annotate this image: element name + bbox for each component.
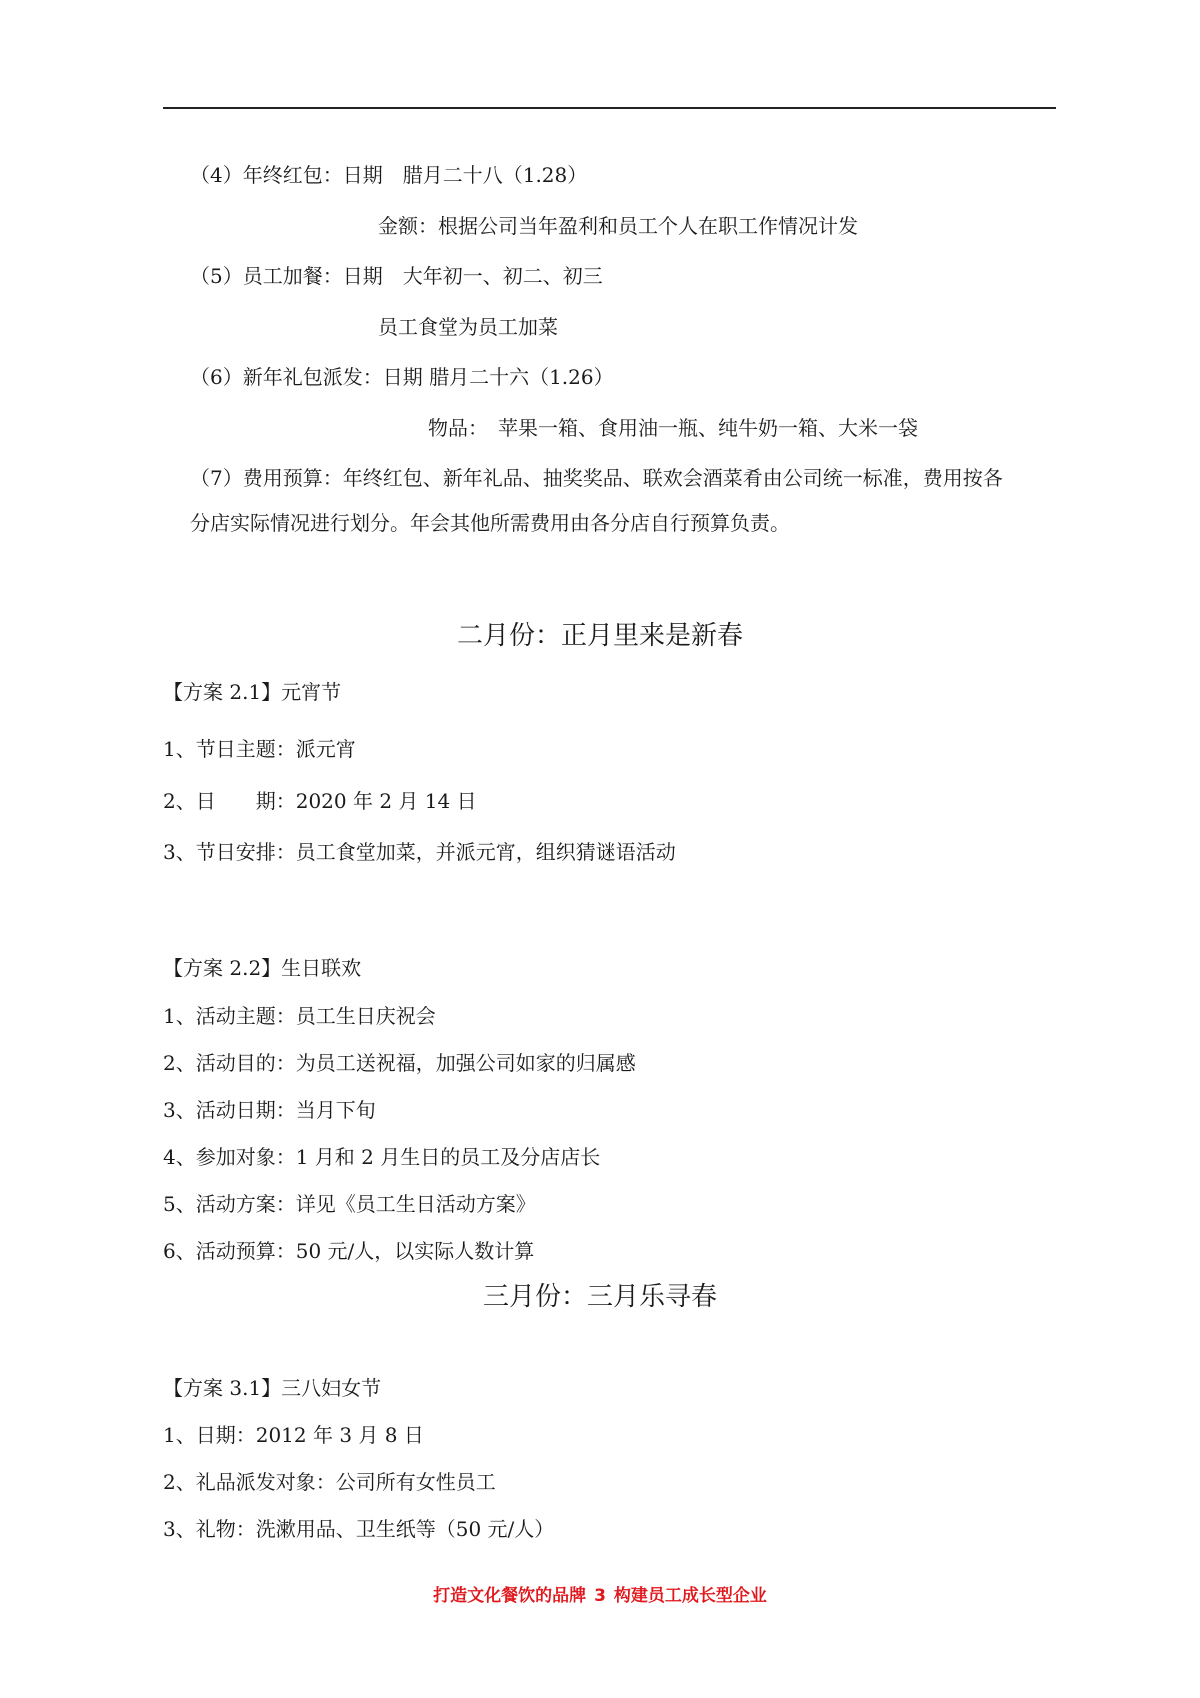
item7-line1: （7）费用预算：年终红包、新年礼品、抽奖奖品、联欢会酒菜肴由公司统一标准，费用按各	[190, 466, 1003, 490]
march-heading: 三月份：三月乐寻春	[482, 1282, 717, 1312]
plan-3-1-line-2: 2、礼品派发对象：公司所有女性员工	[163, 1470, 496, 1494]
footer-slogan-left: 打造文化餐饮的品牌	[433, 1586, 587, 1606]
plan-2-2-line-1: 1、活动主题：员工生日庆祝会	[163, 1004, 436, 1028]
plan-2-2-line-5: 5、活动方案：详见《员工生日活动方案》	[163, 1192, 536, 1216]
page-number: 3	[594, 1586, 606, 1606]
item7-line2: 分店实际情况进行划分。年会其他所需费用由各分店自行预算负责。	[190, 511, 790, 535]
plan-2-2-line-6: 6、活动预算：50 元/人，以实际人数计算	[163, 1239, 535, 1263]
plan-3-1-line-3: 3、礼物：洗漱用品、卫生纸等（50 元/人）	[163, 1517, 555, 1541]
plan-3-1-title: 【方案 3.1】三八妇女节	[163, 1376, 382, 1400]
plan-2-1-line-1: 1、节日主题：派元宵	[163, 737, 356, 761]
plan-2-1-line-2: 2、日 期：2020 年 2 月 14 日	[163, 789, 477, 813]
plan-2-2-line-3: 3、活动日期：当月下旬	[163, 1098, 376, 1122]
february-heading: 二月份：正月里来是新春	[456, 621, 743, 651]
header-rule	[163, 107, 1056, 109]
page-footer	[0, 1581, 1200, 1606]
footer-slogan-right: 构建员工成长型企业	[613, 1586, 767, 1606]
plan-3-1-line-1: 1、日期：2012 年 3 月 8 日	[163, 1423, 424, 1447]
plan-2-2-line-2: 2、活动目的：为员工送祝福，加强公司如家的归属感	[163, 1051, 636, 1075]
plan-2-1-title: 【方案 2.1】元宵节	[163, 680, 342, 704]
item6-line1: （6）新年礼包派发：日期 腊月二十六（1.26）	[190, 365, 614, 389]
plan-2-1-line-3: 3、节日安排：员工食堂加菜，并派元宵，组织猜谜语活动	[163, 840, 676, 864]
plan-2-2-title: 【方案 2.2】生日联欢	[163, 956, 362, 980]
item6-line2: 物品： 苹果一箱、食用油一瓶、纯牛奶一箱、大米一袋	[428, 416, 918, 440]
plan-2-2-line-4: 4、参加对象：1 月和 2 月生日的员工及分店店长	[163, 1145, 601, 1169]
item5-line2: 员工食堂为员工加菜	[378, 315, 558, 339]
item5-line1: （5）员工加餐：日期 大年初一、初二、初三	[190, 264, 603, 288]
item4-line2: 金额：根据公司当年盈利和员工个人在职工作情况计发	[378, 214, 858, 238]
item4-line1: （4）年终红包：日期 腊月二十八（1.28）	[190, 163, 588, 187]
